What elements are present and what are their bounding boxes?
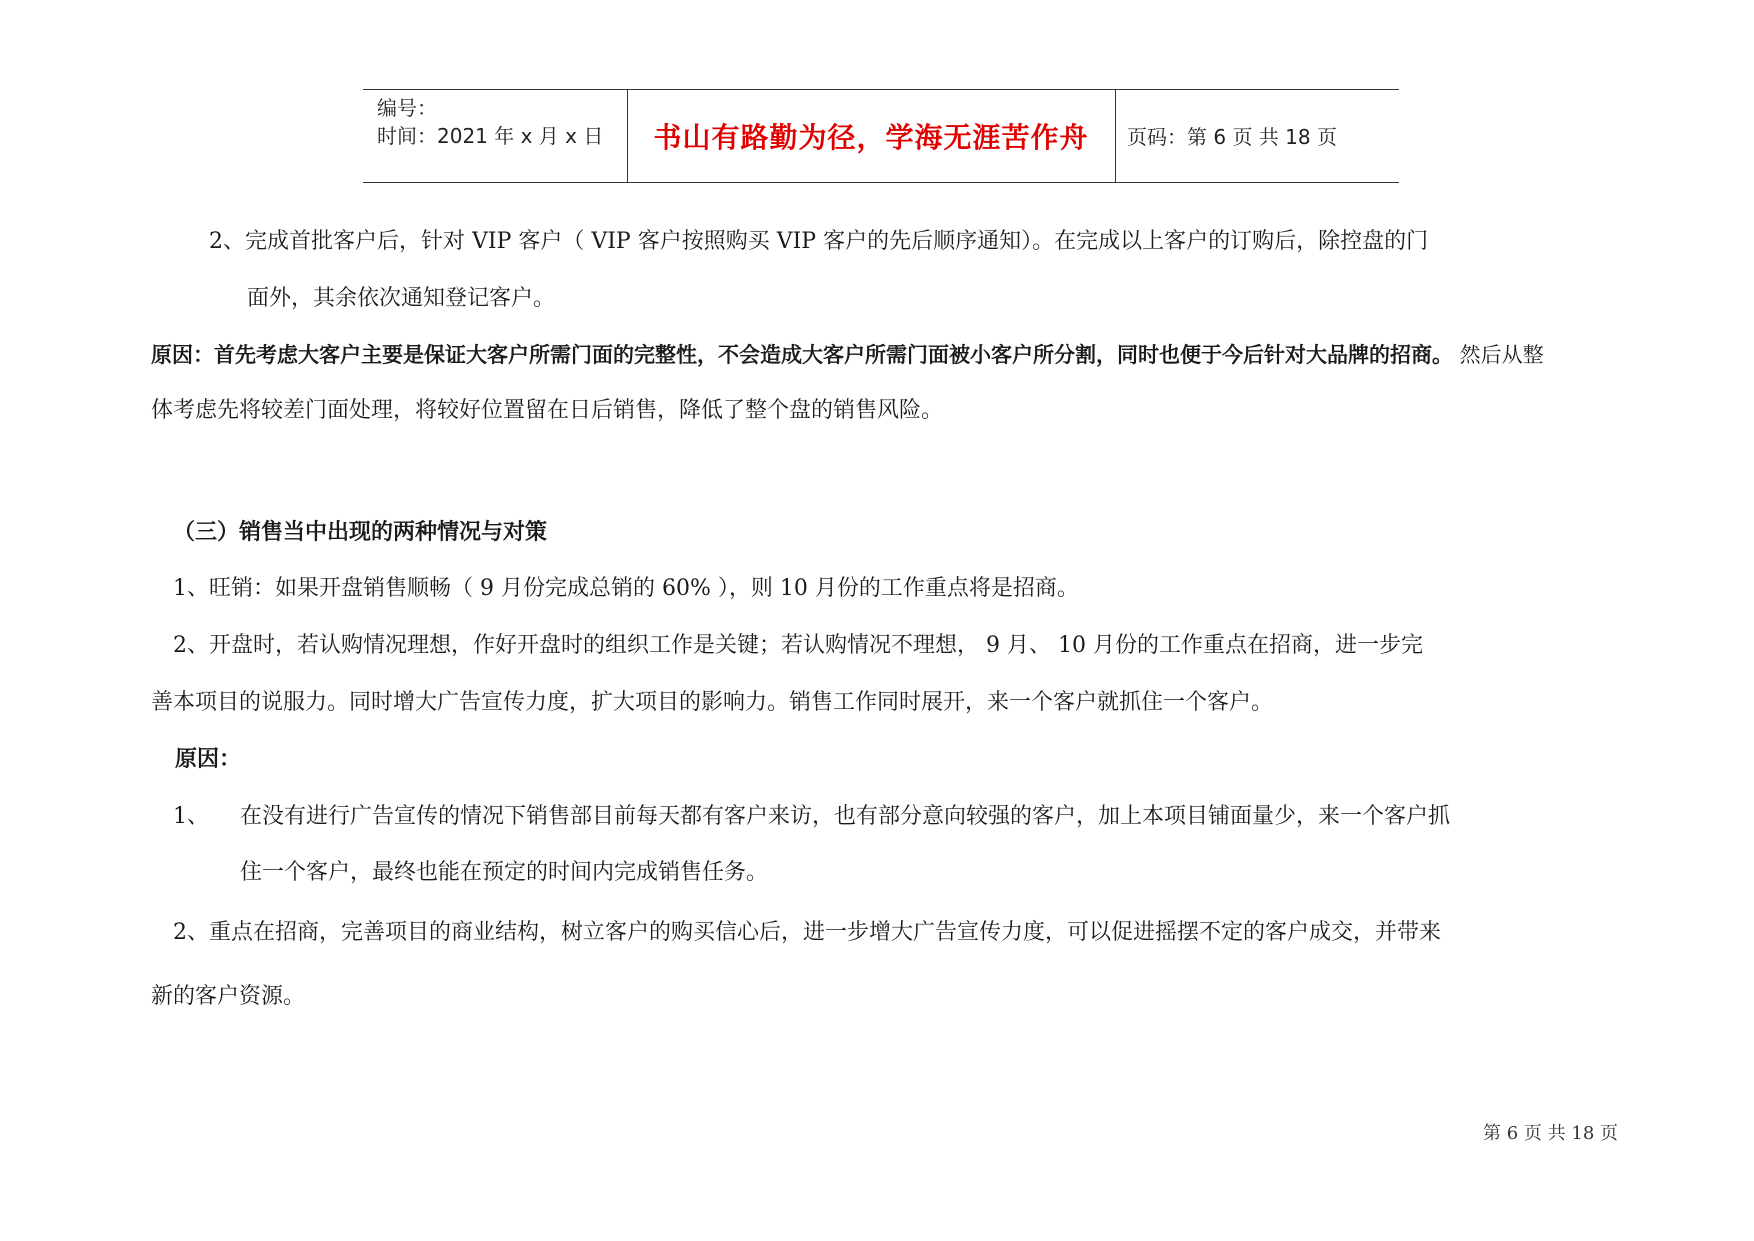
header-meta (377, 94, 603, 150)
header-motto: 书山有路勤为径，学海无涯苦作舟 (653, 120, 1089, 154)
reason2-item1-number: 1、 (173, 804, 209, 829)
time-label: 时间：2021 年 x 月 x 日 (377, 124, 604, 148)
paragraph-reason1-line2: 体考虑先将较差门面处理，将较好位置留在日后销售，降低了整个盘的销售风险。 (151, 398, 944, 423)
section-3-title: （三）销售当中出现的两种情况与对策 (173, 520, 548, 545)
serial-label: 编号： (377, 96, 437, 120)
section-3-item2-line2: 善本项目的说服力。同时增大广告宣传力度，扩大项目的影响力。销售工作同时展开，来一个客户就抓住一个客户。 (151, 690, 1274, 715)
reason1-rest-text: 然后从整 (1453, 343, 1544, 367)
header-page-number: 页码：第 6 页 共 18 页 (1127, 125, 1337, 149)
section-3-item2-line1: 2、开盘时，若认购情况理想，作好开盘时的组织工作是关键；若认购情况不理想， 9 月、 10 月份的工作重点在招商，进一步完 (173, 633, 1423, 658)
paragraph-reason1-line1 (151, 341, 1544, 369)
paragraph-item2-line2: 面外，其余依次通知登记客户。 (247, 286, 556, 311)
header-divider (1115, 90, 1116, 182)
reason2-item1-line2: 住一个客户，最终也能在预定的时间内完成销售任务。 (240, 860, 769, 885)
reason2-label: 原因： (175, 747, 242, 772)
reason2-item2-line1: 2、重点在招商，完善项目的商业结构，树立客户的购买信心后，进一步增大广告宣传力度，可以促进摇摆不定的客户成交，并带来 (173, 920, 1442, 945)
document-header (363, 89, 1399, 183)
reason1-bold-text: 原因：首先考虑大客户主要是保证大客户所需门面的完整性，不会造成大客户所需门面被小客户所分割，同时也便于今后针对大品牌的招商。 (151, 343, 1453, 367)
paragraph-item2-line1: 2、完成首批客户后，针对 VIP 客户（ VIP 客户按照购买 VIP 客户的先后顺序通知）。在完成以上客户的订购后，除控盘的门 (209, 229, 1429, 254)
section-3-item1: 1、旺销：如果开盘销售顺畅（ 9 月份完成总销的 60% ），则 10 月份的工作重点将是招商。 (173, 576, 1079, 601)
reason2-item1-line1: 在没有进行广告宣传的情况下销售部目前每天都有客户来访，也有部分意向较强的客户，加上本项目铺面量少，来一个客户抓 (240, 804, 1451, 829)
footer-page-number: 第 6 页 共 18 页 (1483, 1123, 1618, 1144)
reason2-item2-line2: 新的客户资源。 (151, 984, 306, 1009)
